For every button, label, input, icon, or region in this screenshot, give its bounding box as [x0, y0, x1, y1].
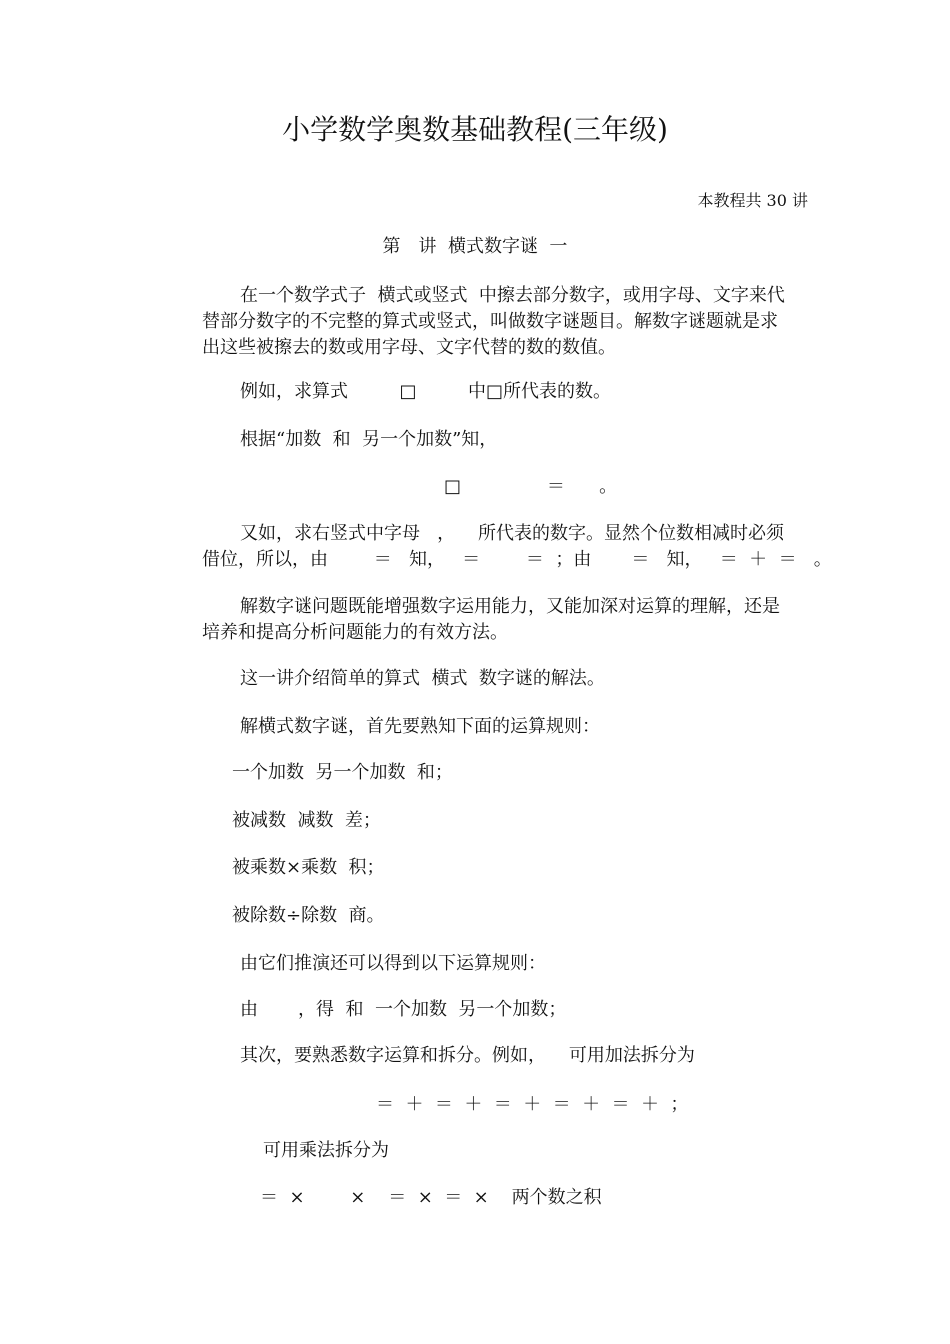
lecture-count: 本教程共 30 讲	[697, 191, 808, 210]
derived-rule: 由 ，得 和 一个加数 另一个加数；	[240, 999, 567, 1020]
derived-intro: 由它们推演还可以得到以下运算规则：	[240, 953, 546, 974]
split-intro: 其次，要熟悉数字运算和拆分。例如， 可用加法拆分为	[240, 1045, 695, 1066]
addition-split: ＝ ＋ ＝ ＋ ＝ ＋ ＝ ＋ ＝ ＋ ；	[376, 1094, 689, 1115]
basis-equation: □ ＝ 。	[444, 476, 618, 497]
multiplication-intro: 可用乘法拆分为	[263, 1140, 389, 1161]
example-1: 例如，求算式 □ 中□所代表的数。	[240, 381, 612, 402]
basis-text: 根据“加数 和 另一个加数”知，	[240, 429, 498, 450]
intro-line-3: 出这些被擦去的数或用字母、文字代替的数的数值。	[202, 337, 616, 358]
intro-line-1: 在一个数学式子 横式或竖式 中擦去部分数字，或用字母、文字来代	[240, 285, 785, 306]
example-2-line-2: 借位，所以，由 ＝ 知， ＝ ＝ ；由 ＝ 知， ＝ ＋ ＝ 。	[202, 549, 832, 570]
rule-subtraction: 被减数 减数 差；	[232, 810, 381, 831]
rule-division: 被除数÷除数 商。	[232, 905, 385, 926]
significance-line-2: 培养和提高分析问题能力的有效方法。	[202, 622, 508, 643]
rules-intro: 解横式数字谜，首先要熟知下面的运算规则：	[240, 716, 600, 737]
significance-line-1: 解数字谜问题既能增强数字运用能力，又能加深对运算的理解，还是	[240, 596, 780, 617]
lecture-heading: 第 讲 横式数字谜 一	[382, 236, 568, 257]
document-title: 小学数学奥数基础教程(三年级)	[282, 113, 668, 146]
intro-line-2: 替部分数字的不完整的算式或竖式，叫做数字谜题目。解数字谜题就是求	[202, 311, 778, 332]
rule-multiplication: 被乘数×乘数 积；	[232, 857, 385, 878]
rule-addition: 一个加数 另一个加数 和；	[232, 762, 453, 783]
this-lecture: 这一讲介绍简单的算式 横式 数字谜的解法。	[240, 668, 605, 689]
multiplication-split: ＝ × × ＝ × ＝ × 两个数之积	[260, 1187, 602, 1208]
example-2-line-1: 又如，求右竖式中字母 ， 所代表的数字。显然个位数相减时必须	[240, 523, 785, 544]
